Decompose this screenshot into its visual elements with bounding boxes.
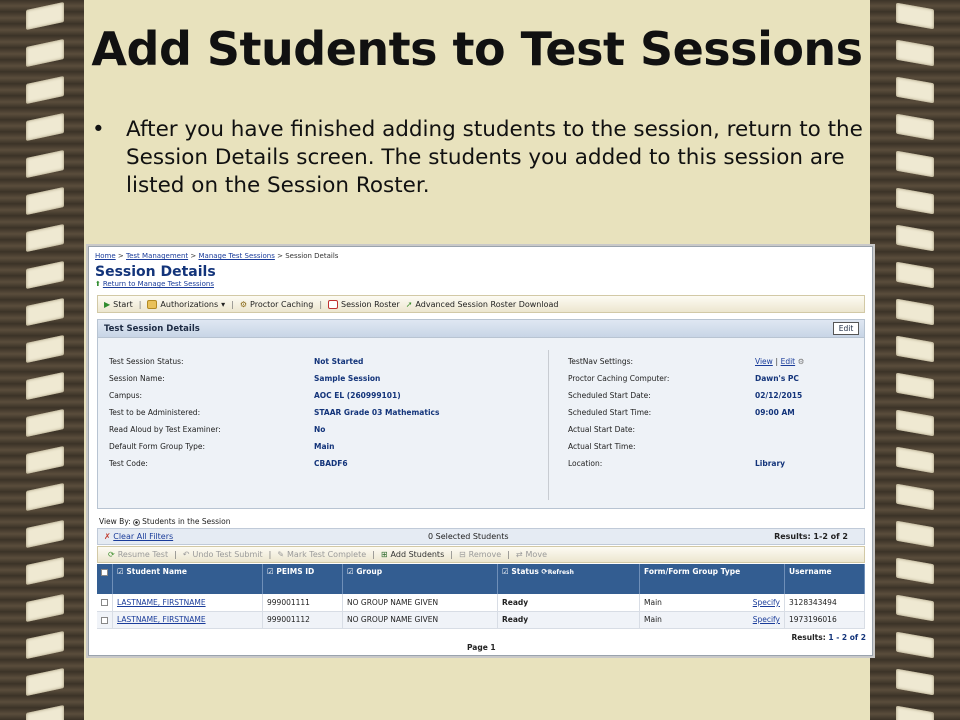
detail-label: Actual Start Date: xyxy=(568,425,636,434)
col-group[interactable]: ☑ Group xyxy=(343,564,498,594)
film-hole xyxy=(26,113,64,141)
select-all-column xyxy=(97,564,113,594)
film-hole xyxy=(896,299,934,326)
film-hole xyxy=(26,298,64,326)
detail-label: Read Aloud by Test Examiner: xyxy=(109,425,221,434)
breadcrumb-manage-sessions[interactable]: Manage Test Sessions xyxy=(198,252,275,260)
film-hole xyxy=(896,632,934,659)
test-session-details-panel xyxy=(97,319,865,509)
page-title: Session Details xyxy=(95,264,216,280)
filter-bar xyxy=(97,528,865,545)
roster-actions-bar: ⟳ Resume Test | ↶ Undo Test Submit | ✎ Mark Test Complete | ⊞ Add Students | ⊟ Remove | ⇄ Move xyxy=(97,546,865,563)
form-value: Main xyxy=(644,615,662,624)
up-arrow-icon: ⬆ xyxy=(95,280,101,288)
add-students-button[interactable]: ⊞ Add Students xyxy=(380,550,445,559)
detail-label: Default Form Group Type: xyxy=(109,442,206,451)
download-icon: ➚ xyxy=(405,299,413,309)
column-check-icon: ☑ xyxy=(502,567,509,576)
film-hole xyxy=(896,373,934,400)
film-hole xyxy=(896,77,934,104)
remove-button[interactable]: ⊟ Remove xyxy=(458,550,502,559)
clear-filters[interactable]: ✗ Clear All Filters xyxy=(104,532,174,541)
table-row[interactable] xyxy=(97,611,865,628)
column-divider xyxy=(548,350,549,500)
peims-id-cell: 999001111 xyxy=(263,594,343,611)
film-hole xyxy=(26,557,64,585)
undo-submit-button[interactable]: ↶ Undo Test Submit xyxy=(182,550,263,559)
film-hole xyxy=(26,668,64,696)
film-hole xyxy=(896,669,934,696)
col-status[interactable]: ☑ Status ⟳Refresh xyxy=(498,564,640,594)
detail-value: No xyxy=(314,425,326,434)
film-hole xyxy=(26,446,64,474)
toolbar-separator: | xyxy=(319,299,323,309)
chevron-down-icon: ▾ xyxy=(221,299,226,309)
film-hole xyxy=(26,631,64,659)
detail-value: 02/12/2015 xyxy=(755,391,803,400)
session-roster-button[interactable]: Session Roster xyxy=(328,300,400,309)
film-hole xyxy=(26,520,64,548)
session-toolbar xyxy=(97,295,865,313)
film-hole xyxy=(896,447,934,474)
resume-icon: ⟳ xyxy=(108,550,115,559)
peims-id-cell: 999001112 xyxy=(263,611,343,628)
student-name-cell xyxy=(113,611,263,628)
film-hole xyxy=(26,261,64,289)
detail-label: Test to be Administered: xyxy=(109,408,201,417)
results-count: Results: 1-2 of 2 xyxy=(774,532,848,541)
authorizations-menu[interactable]: Authorizations ▾ xyxy=(147,300,225,309)
breadcrumb: Home > Test Management > Manage Test Sessions > Session Details xyxy=(95,252,339,260)
student-name-cell xyxy=(113,594,263,611)
col-username[interactable]: Username xyxy=(785,564,865,594)
move-icon: ⇄ xyxy=(515,550,523,559)
group-cell: NO GROUP NAME GIVEN xyxy=(343,611,498,628)
detail-label: Proctor Caching Computer: xyxy=(568,374,670,383)
session-roster-table xyxy=(97,564,865,629)
detail-value: AOC EL (260999101) xyxy=(314,391,401,400)
status-cell: Ready xyxy=(498,594,640,611)
form-cell xyxy=(640,611,785,628)
panel-header: Test Session Details Edit xyxy=(98,320,864,338)
toolbar-separator: | xyxy=(231,299,234,309)
detail-label: Test Session Status: xyxy=(109,357,184,366)
results-bottom: Results: 1 - 2 of 2 xyxy=(791,633,866,642)
col-peims-id[interactable]: ☑ PEIMS ID xyxy=(263,564,343,594)
film-hole xyxy=(26,224,64,252)
detail-label: Actual Start Time: xyxy=(568,442,636,451)
toolbar-separator: | xyxy=(138,299,142,309)
select-all-checkbox[interactable] xyxy=(101,569,108,576)
play-icon: ▶ xyxy=(104,299,111,309)
clear-filter-icon: ✗ xyxy=(104,532,111,541)
view-link[interactable]: View xyxy=(755,357,773,366)
refresh-icon[interactable]: ⟳ xyxy=(541,567,548,576)
film-hole xyxy=(26,409,64,437)
mark-complete-button[interactable]: ✎ Mark Test Complete xyxy=(277,550,367,559)
undo-icon: ↶ xyxy=(182,550,190,559)
row-select xyxy=(97,611,113,628)
bullet-dot-icon: • xyxy=(92,117,105,142)
resume-test-button[interactable]: ⟳ Resume Test xyxy=(108,550,169,559)
film-hole xyxy=(896,151,934,178)
row-checkbox[interactable] xyxy=(101,617,108,624)
column-check-icon: ☑ xyxy=(117,567,124,576)
detail-label: TestNav Settings: xyxy=(568,357,634,366)
film-hole xyxy=(26,594,64,622)
edit-button[interactable]: Edit xyxy=(833,322,859,335)
form-cell xyxy=(640,594,785,611)
username-cell: 1973196016 xyxy=(785,611,865,628)
proctor-caching-button[interactable]: ⚙ Proctor Caching xyxy=(239,299,314,309)
film-hole xyxy=(896,188,934,215)
row-checkbox[interactable] xyxy=(101,599,108,606)
specify-link[interactable]: Specify xyxy=(752,615,780,624)
detail-value: Not Started xyxy=(314,357,364,366)
film-hole xyxy=(896,521,934,548)
film-hole xyxy=(896,3,934,30)
detail-value: CBADF6 xyxy=(314,459,348,468)
col-form-group-type[interactable]: Form/Form Group Type xyxy=(640,564,785,594)
column-check-icon: ☑ xyxy=(347,567,354,576)
film-strip-right xyxy=(870,0,960,720)
detail-value: Sample Session xyxy=(314,374,381,383)
film-hole xyxy=(896,336,934,363)
username-cell: 3128343494 xyxy=(785,594,865,611)
film-hole xyxy=(896,114,934,141)
detail-value: STAAR Grade 03 Mathematics xyxy=(314,408,440,417)
film-hole xyxy=(26,39,64,67)
view-by-radio[interactable] xyxy=(133,519,140,526)
edit-link[interactable]: Edit xyxy=(780,357,796,366)
selected-count: 0 Selected Students xyxy=(428,532,509,541)
detail-label: Scheduled Start Date: xyxy=(568,391,651,400)
detail-label: Test Code: xyxy=(109,459,148,468)
film-hole xyxy=(896,262,934,289)
return-link[interactable]: ⬆ Return to Manage Test Sessions xyxy=(95,280,214,288)
detail-label: Session Name: xyxy=(109,374,165,383)
caching-icon: ⚙ xyxy=(239,299,248,309)
specify-link[interactable]: Specify xyxy=(752,597,780,607)
film-hole xyxy=(26,2,64,30)
film-hole xyxy=(26,76,64,104)
testnav-links: View | Edit ⚙ xyxy=(755,357,805,366)
film-hole xyxy=(26,150,64,178)
col-student-name[interactable]: ☑ Student Name xyxy=(113,564,263,594)
settings-icon: ⚙ xyxy=(797,357,805,366)
film-hole xyxy=(26,372,64,400)
group-cell: NO GROUP NAME GIVEN xyxy=(343,594,498,611)
bullet-text: After you have finished adding students to the session, return to the Session Details screen. The students you added to this session are listed on the Session Roster. xyxy=(126,117,863,198)
remove-icon: ⊟ xyxy=(458,550,466,559)
film-hole xyxy=(26,483,64,511)
start-button[interactable]: ▶ Start xyxy=(104,299,133,309)
film-hole xyxy=(26,705,64,720)
form-value: Main xyxy=(644,597,662,607)
breadcrumb-home[interactable]: Home xyxy=(95,252,116,260)
column-check-icon: ☑ xyxy=(267,567,274,576)
add-students-icon: ⊞ xyxy=(380,550,388,559)
row-select xyxy=(97,594,113,611)
breadcrumb-current: Session Details xyxy=(285,252,339,260)
breadcrumb-test-management[interactable]: Test Management xyxy=(126,252,189,260)
detail-value: Library xyxy=(755,459,786,468)
film-strip-left xyxy=(0,0,84,720)
detail-label: Campus: xyxy=(109,391,143,400)
pager[interactable]: Page 1 xyxy=(467,643,496,652)
detail-value: 09:00 AM xyxy=(755,408,795,417)
bullet-item xyxy=(92,116,872,200)
detail-value: Main xyxy=(314,442,335,451)
film-hole xyxy=(896,558,934,585)
mark-icon: ✎ xyxy=(277,550,285,559)
pdf-icon xyxy=(328,300,338,309)
film-hole xyxy=(896,706,934,720)
advanced-roster-download-button[interactable]: ➚ Advanced Session Roster Download xyxy=(405,299,559,309)
film-hole xyxy=(26,335,64,363)
film-hole xyxy=(896,484,934,511)
session-details-screenshot xyxy=(88,246,873,656)
view-by: View By: Students in the Session xyxy=(99,517,231,526)
student-name-link[interactable]: LASTNAME, FIRSTNAME xyxy=(117,615,206,624)
folder-icon xyxy=(147,300,157,309)
move-button[interactable]: ⇄ Move xyxy=(515,550,547,559)
film-hole xyxy=(896,595,934,622)
slide-title: Add Students to Test Sessions xyxy=(91,22,863,76)
detail-label: Location: xyxy=(568,459,603,468)
detail-label: Scheduled Start Time: xyxy=(568,408,652,417)
status-cell: Ready xyxy=(498,611,640,628)
detail-value: Dawn's PC xyxy=(755,374,799,383)
student-name-link[interactable]: LASTNAME, FIRSTNAME xyxy=(117,597,206,607)
film-hole xyxy=(896,225,934,252)
film-hole xyxy=(896,40,934,67)
table-row[interactable] xyxy=(97,594,865,611)
film-hole xyxy=(896,410,934,437)
film-hole xyxy=(26,187,64,215)
